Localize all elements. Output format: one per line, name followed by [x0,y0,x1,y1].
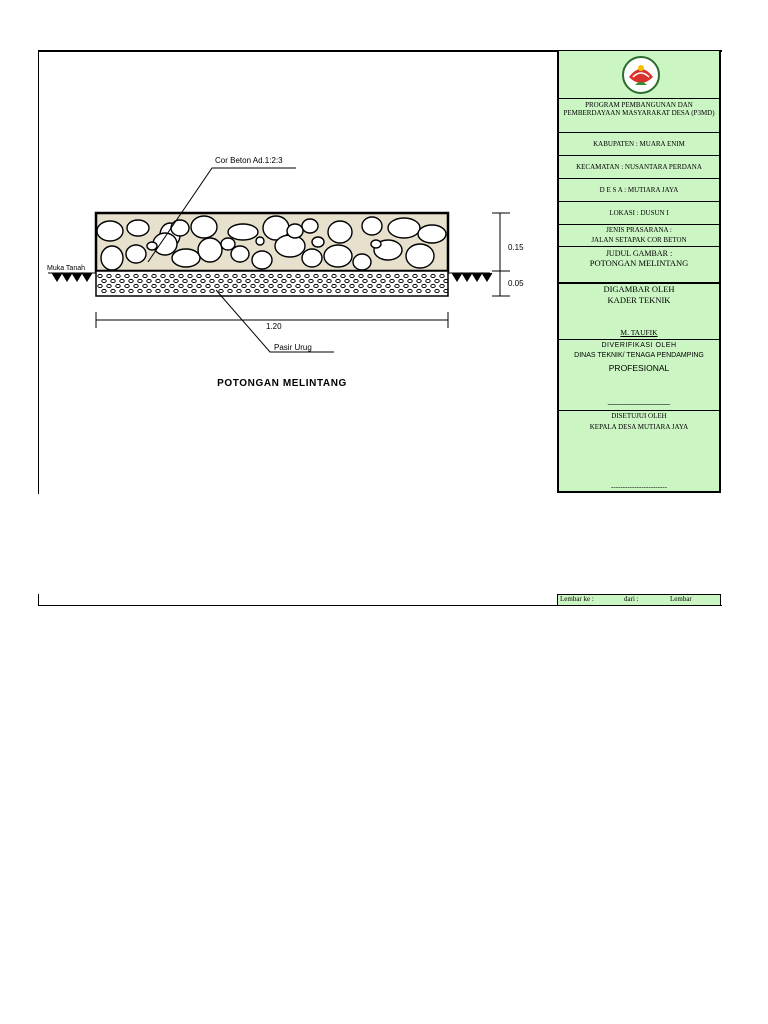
verifikasi-label: DIVERIFIKASI OLEH [601,342,677,349]
program-text: PROGRAM PEMBANGUNAN DAN PEMBERDAYAAN MASYARAKAT DESA (P3MD) [563,101,715,118]
aggregate-stone [406,244,434,268]
kecamatan-text: KECAMATAN : NUSANTARA PERDANA [576,163,702,171]
ministry-emblem-icon [621,55,661,95]
section-title: POTONGAN MELINTANG [217,378,347,389]
verifikasi-signature-line: ______________ [607,396,671,405]
sheet-number-bar [557,594,721,606]
lembar-label: Lembar [670,595,692,603]
kabupaten-cell [559,133,719,156]
desa-text: D E S A : MUTIARA JAYA [599,186,679,194]
aggregate-stone [252,251,272,269]
aggregate-stone [362,217,382,235]
aggregate-stone [353,254,371,270]
verifikasi-value-2: PROFESIONAL [608,363,670,373]
aggregate-stone [172,249,200,267]
aggregate-stone [312,237,324,247]
dari-label: dari : [624,595,639,603]
dim-width-label: 1.20 [266,322,282,331]
jenis-cell [559,225,719,247]
aggregate-stone [256,237,264,245]
aggregate-stone [324,245,352,267]
setuju-label: DISETUJUI OLEH [611,412,667,420]
digambar-cell [559,284,719,340]
ground-label: Muka Tanah [47,265,86,272]
aggregate-stone [97,221,123,241]
aggregate-stone [388,218,420,238]
leader-concrete-label: Cor Beton Ad.1:2:3 [215,156,283,165]
kabupaten-text: KABUPATEN : MUARA ENIM [593,140,685,148]
dim-sand-label: 0.05 [508,279,524,288]
ground-left-hatch [48,273,96,281]
lembar-ke-label: Lembar ke : [560,595,594,603]
setuju-cell [559,411,719,491]
aggregate-stone [287,224,303,238]
aggregate-stone [371,240,381,248]
title-block [557,51,721,493]
setuju-value: KEPALA DESA MUTIARA JAYA [589,423,689,431]
aggregate-stone [191,216,217,238]
verifikasi-cell [559,340,719,411]
kecamatan-cell [559,156,719,179]
aggregate-stone [418,225,446,243]
aggregate-stone [302,249,322,267]
aggregate-stone [275,235,305,257]
cross-section-drawing [0,0,557,500]
jenis-value: JALAN SETAPAK COR BETON [591,236,687,244]
desa-cell [559,179,719,202]
aggregate-stone [127,220,149,236]
ground-right-hatch [448,273,492,281]
aggregate-stone [328,221,352,243]
aggregate-stone [171,220,189,236]
dim-concrete-label: 0.15 [508,243,524,252]
digambar-label: DIGAMBAR OLEH [603,284,675,294]
jenis-label: JENIS PRASARANA : [606,226,672,234]
program-cell [559,99,719,133]
judul-value: POTONGAN MELINTANG [589,258,689,268]
aggregate-stone [101,246,123,270]
aggregate-stone [147,242,157,250]
aggregate-stone [126,245,146,263]
digambar-value: KADER TEKNIK [607,295,671,305]
aggregate-stone [228,224,258,240]
lokasi-text: LOKASI : DUSUN I [609,209,669,217]
logo-cell [559,51,719,99]
leader-sand-label: Pasir Urug [274,343,312,352]
judul-label: JUDUL GAMBAR : [605,249,673,258]
aggregate-stone [198,238,222,262]
lokasi-cell [559,202,719,225]
digambar-name: M. TAUFIK [620,328,658,337]
aggregate-stone [302,219,318,233]
setuju-signature-line: ------------------------ [611,483,667,491]
verifikasi-value: DINAS TEKNIK/ TENAGA PENDAMPING [574,352,704,359]
aggregate-stone [221,238,235,250]
judul-cell [559,247,719,284]
